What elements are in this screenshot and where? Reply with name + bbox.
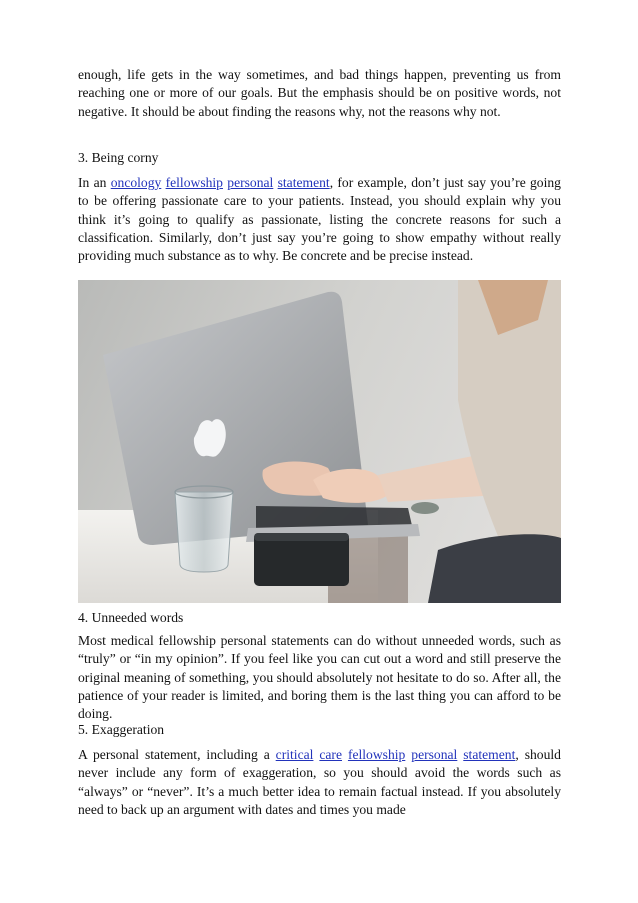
link-fellowship[interactable]: fellowship: [347, 747, 406, 762]
link-fellowship[interactable]: fellowship: [165, 175, 223, 190]
heading-being-corny: 3. Being corny: [78, 150, 159, 165]
section-5-paragraph: [78, 746, 561, 819]
paragraph-text: [78, 746, 561, 819]
body-text: , for example, don’t just say you’re going to be offering passionate care to your patients. Instead, you should explain why you think it’s going to qualify as passionate, listing the concrete reasons for such a classification. Similarly, don’t just say you’re going to show empathy without really providing much substance as to why. Be concrete and be precise instead.: [78, 175, 561, 264]
laptop-photo: [78, 280, 561, 603]
intro-text: A personal statement, including a: [78, 747, 270, 762]
heading-exaggeration: 5. Exaggeration: [78, 722, 165, 737]
link-critical[interactable]: critical: [275, 747, 314, 762]
link-care[interactable]: care: [319, 747, 342, 762]
body-text: , should never include any form of exaggeration, so you should avoid the words such as “always” or “never”. It’s a much better idea to remain factual instead. If you absolutely need to back up an argument with dates and times you made: [78, 747, 561, 817]
water-glass: [175, 492, 233, 572]
paragraph-text: [78, 174, 561, 265]
section-heading-4: [78, 609, 561, 627]
section-heading-5: [78, 721, 561, 739]
paragraph-text: enough, life gets in the way sometimes, and bad things happen, preventing us from reaching one or more of our goals. But the emphasis should be on positive words, not negative. It should be about finding the reasons why, not the reasons why not.: [78, 67, 561, 119]
section-3-paragraph: [78, 174, 561, 265]
intro-text: In an: [78, 175, 107, 190]
link-statement[interactable]: statement: [463, 747, 516, 762]
photo-illustration: [78, 280, 561, 603]
link-oncology[interactable]: oncology: [110, 175, 162, 190]
tattoo-mark: [411, 502, 439, 514]
section-heading-3: [78, 149, 561, 167]
speaker-top: [254, 533, 349, 541]
heading-unneeded-words: 4. Unneeded words: [78, 610, 184, 625]
continuation-paragraph: [78, 66, 561, 121]
link-statement[interactable]: statement: [277, 175, 330, 190]
paragraph-text: Most medical fellowship personal statements can do without unneeded words, such as “truly” or “in my opinion”. If you feel like you can cut out a word and still preserve the original meaning of something, you should absolutely not hesitate to do so. After all, the patience of your reader is limited, and boring them is the last thing you can afford to be doing.: [78, 633, 561, 722]
link-personal[interactable]: personal: [227, 175, 274, 190]
link-personal[interactable]: personal: [411, 747, 458, 762]
section-4-paragraph: [78, 632, 561, 723]
